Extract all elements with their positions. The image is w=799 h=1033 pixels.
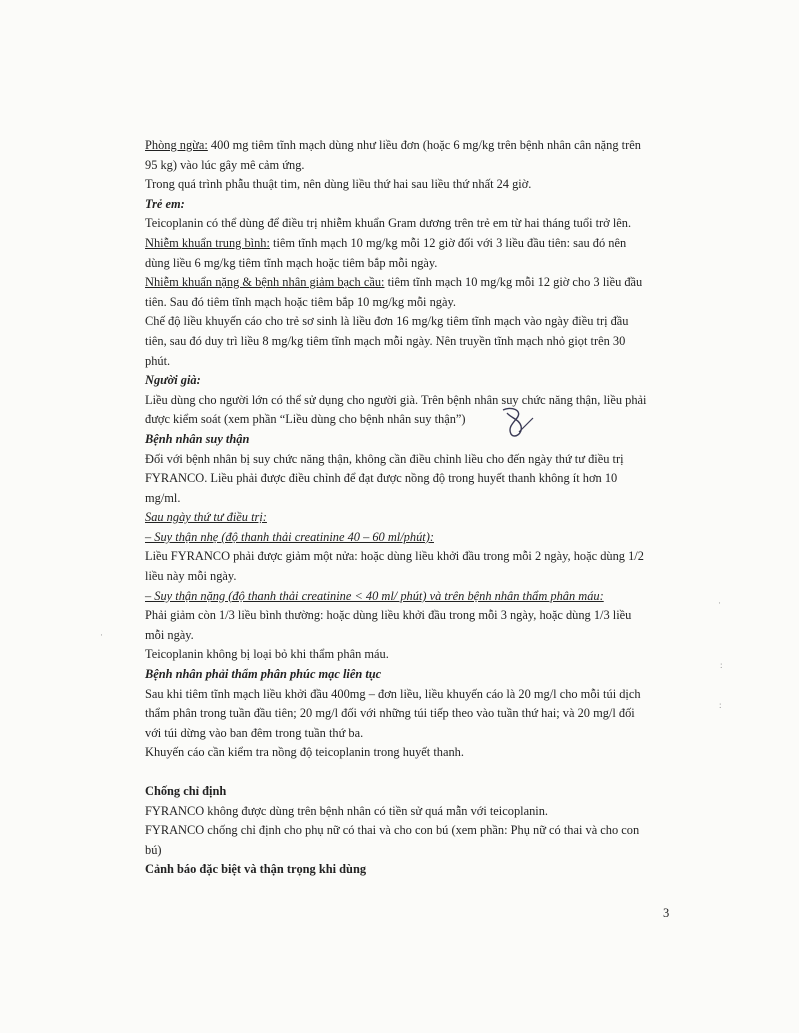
text-line: bú) (145, 842, 162, 857)
text-line: Liều FYRANCO phải được giảm một nửa: hoặc dùng liều khởi đầu trong mỗi 2 ngày, hoặc dùng 1/2 (145, 549, 644, 564)
text-line: Nhiễm khuẩn nặng & bệnh nhân giảm bạch cầu: tiêm tĩnh mạch 10 mg/kg mỗi 12 giờ cho 3 liều đầu (145, 275, 643, 290)
text-line: Teicoplanin không bị loại bỏ khi thẩm phân máu. (145, 647, 389, 662)
text-line: dùng liều 6 mg/kg tiêm tĩnh mạch hoặc tiêm bắp mỗi ngày. (145, 255, 438, 270)
section-heading-peritoneal-dialysis: Bệnh nhân phải thẩm phân phúc mạc liên tục (145, 667, 382, 682)
section-heading-elderly: Người già: (145, 373, 201, 388)
text-line: Teicoplanin có thể dùng để điều trị nhiễm khuẩn Gram dương trên trẻ em từ hai tháng tuổi trở lên. (145, 216, 632, 231)
text-line: FYRANCO không được dùng trên bệnh nhân có tiền sử quá mẫn với teicoplanin. (145, 803, 549, 818)
moderate-infection-label: Nhiễm khuẩn trung bình: (145, 235, 270, 250)
spacer (145, 763, 685, 782)
text-line: Phải giảm còn 1/3 liều bình thường: hoặc dùng liều khởi đầu trong mỗi 3 ngày, hoặc dùng 1/3 liều (145, 608, 632, 623)
text-line: Phòng ngừa: 400 mg tiêm tĩnh mạch dùng như liều đơn (hoặc 6 mg/kg trên bệnh nhân cân nặng trên (145, 138, 641, 152)
text-line: tiên, sau đó duy trì liều 8 mg/kg tiêm tĩnh mạch mỗi ngày. Nên truyền tĩnh mạch nhỏ giọt trên 30 (145, 333, 626, 348)
text-line: 95 kg) vào lúc gây mê cảm ứng. (145, 157, 305, 172)
text-line: FYRANCO. Liều phải được điều chỉnh để đạt được nồng độ trong huyết thanh không ít hơn 10 (145, 471, 618, 486)
subheading-severe-renal: – Suy thận nặng (độ thanh thải creatinine < 40 ml/ phút) và trên bệnh nhân thẩm phân máu: (145, 588, 604, 603)
text-line: tiên. Sau đó tiêm tĩnh mạch hoặc tiêm bắp 10 mg/kg mỗi ngày. (145, 294, 456, 309)
page-body (145, 136, 685, 880)
section-heading-renal: Bệnh nhân suy thận (145, 431, 250, 446)
text-line: thẩm phân trong tuần đầu tiên; 20 mg/l đối với những túi tiếp theo vào tuần thứ hai; và 20 mg/l đối (145, 706, 635, 721)
scan-speck: · (718, 598, 721, 608)
scan-speck: : (720, 660, 723, 670)
prevention-label: Phòng ngừa: (145, 138, 208, 152)
text-line: Chế độ liều khuyến cáo cho trẻ sơ sinh là liều đơn 16 mg/kg tiêm tĩnh mạch vào ngày điều trị đầu (145, 314, 629, 329)
text-line: được kiểm soát (xem phần “Liều dùng cho bệnh nhân suy thận”) (145, 412, 466, 427)
section-heading-warnings: Cảnh báo đặc biệt và thận trọng khi dùng (145, 862, 367, 877)
text-line: mỗi ngày. (145, 627, 194, 642)
page-number: 3 (663, 906, 670, 920)
text-line: Liều dùng cho người lớn có thể sử dụng cho người già. Trên bệnh nhân suy chức năng thận, liều phải (145, 392, 647, 407)
section-heading-contraindications: Chống chỉ định (145, 784, 227, 798)
text-line: mg/ml. (145, 490, 181, 505)
text-line: phút. (145, 353, 171, 368)
text-line: Nhiễm khuẩn trung bình: tiêm tĩnh mạch 10 mg/kg mỗi 12 giờ đối với 3 liều đầu tiên: sau đó nên (145, 235, 627, 250)
handwritten-initial-signature (497, 404, 537, 440)
text-line: liều này mỗi ngày. (145, 569, 237, 584)
scan-speck: : (719, 700, 722, 710)
text-line: Đối với bệnh nhân bị suy chức năng thận, không cần điều chỉnh liều cho đến ngày thứ tư điều trị (145, 451, 624, 466)
text-line: Trong quá trình phẫu thuật tim, nên dùng liều thứ hai sau liều thứ nhất 24 giờ. (145, 177, 532, 192)
subheading-mild-renal: – Suy thận nhẹ (độ thanh thải creatinine 40 – 60 ml/phút): (145, 529, 434, 544)
section-heading-children: Trẻ em: (145, 196, 185, 211)
text-line: FYRANCO chống chỉ định cho phụ nữ có thai và cho con bú (xem phần: Phụ nữ có thai và cho con (145, 823, 640, 838)
text-line: Khuyến cáo cần kiểm tra nồng độ teicoplanin trong huyết thanh. (145, 745, 464, 760)
text-line: với túi dừng vào ban đêm trong tuần thứ ba. (145, 725, 364, 740)
text-line: Sau khi tiêm tĩnh mạch liều khởi đầu 400mg – đơn liều, liều khuyến cáo là 20 mg/l cho mỗi túi dịch (145, 686, 641, 701)
subheading-after-day-four: Sau ngày thứ tư điều trị: (145, 510, 267, 525)
scan-speck: · (100, 630, 103, 640)
severe-infection-label: Nhiễm khuẩn nặng & bệnh nhân giảm bạch cầu: (145, 275, 385, 290)
